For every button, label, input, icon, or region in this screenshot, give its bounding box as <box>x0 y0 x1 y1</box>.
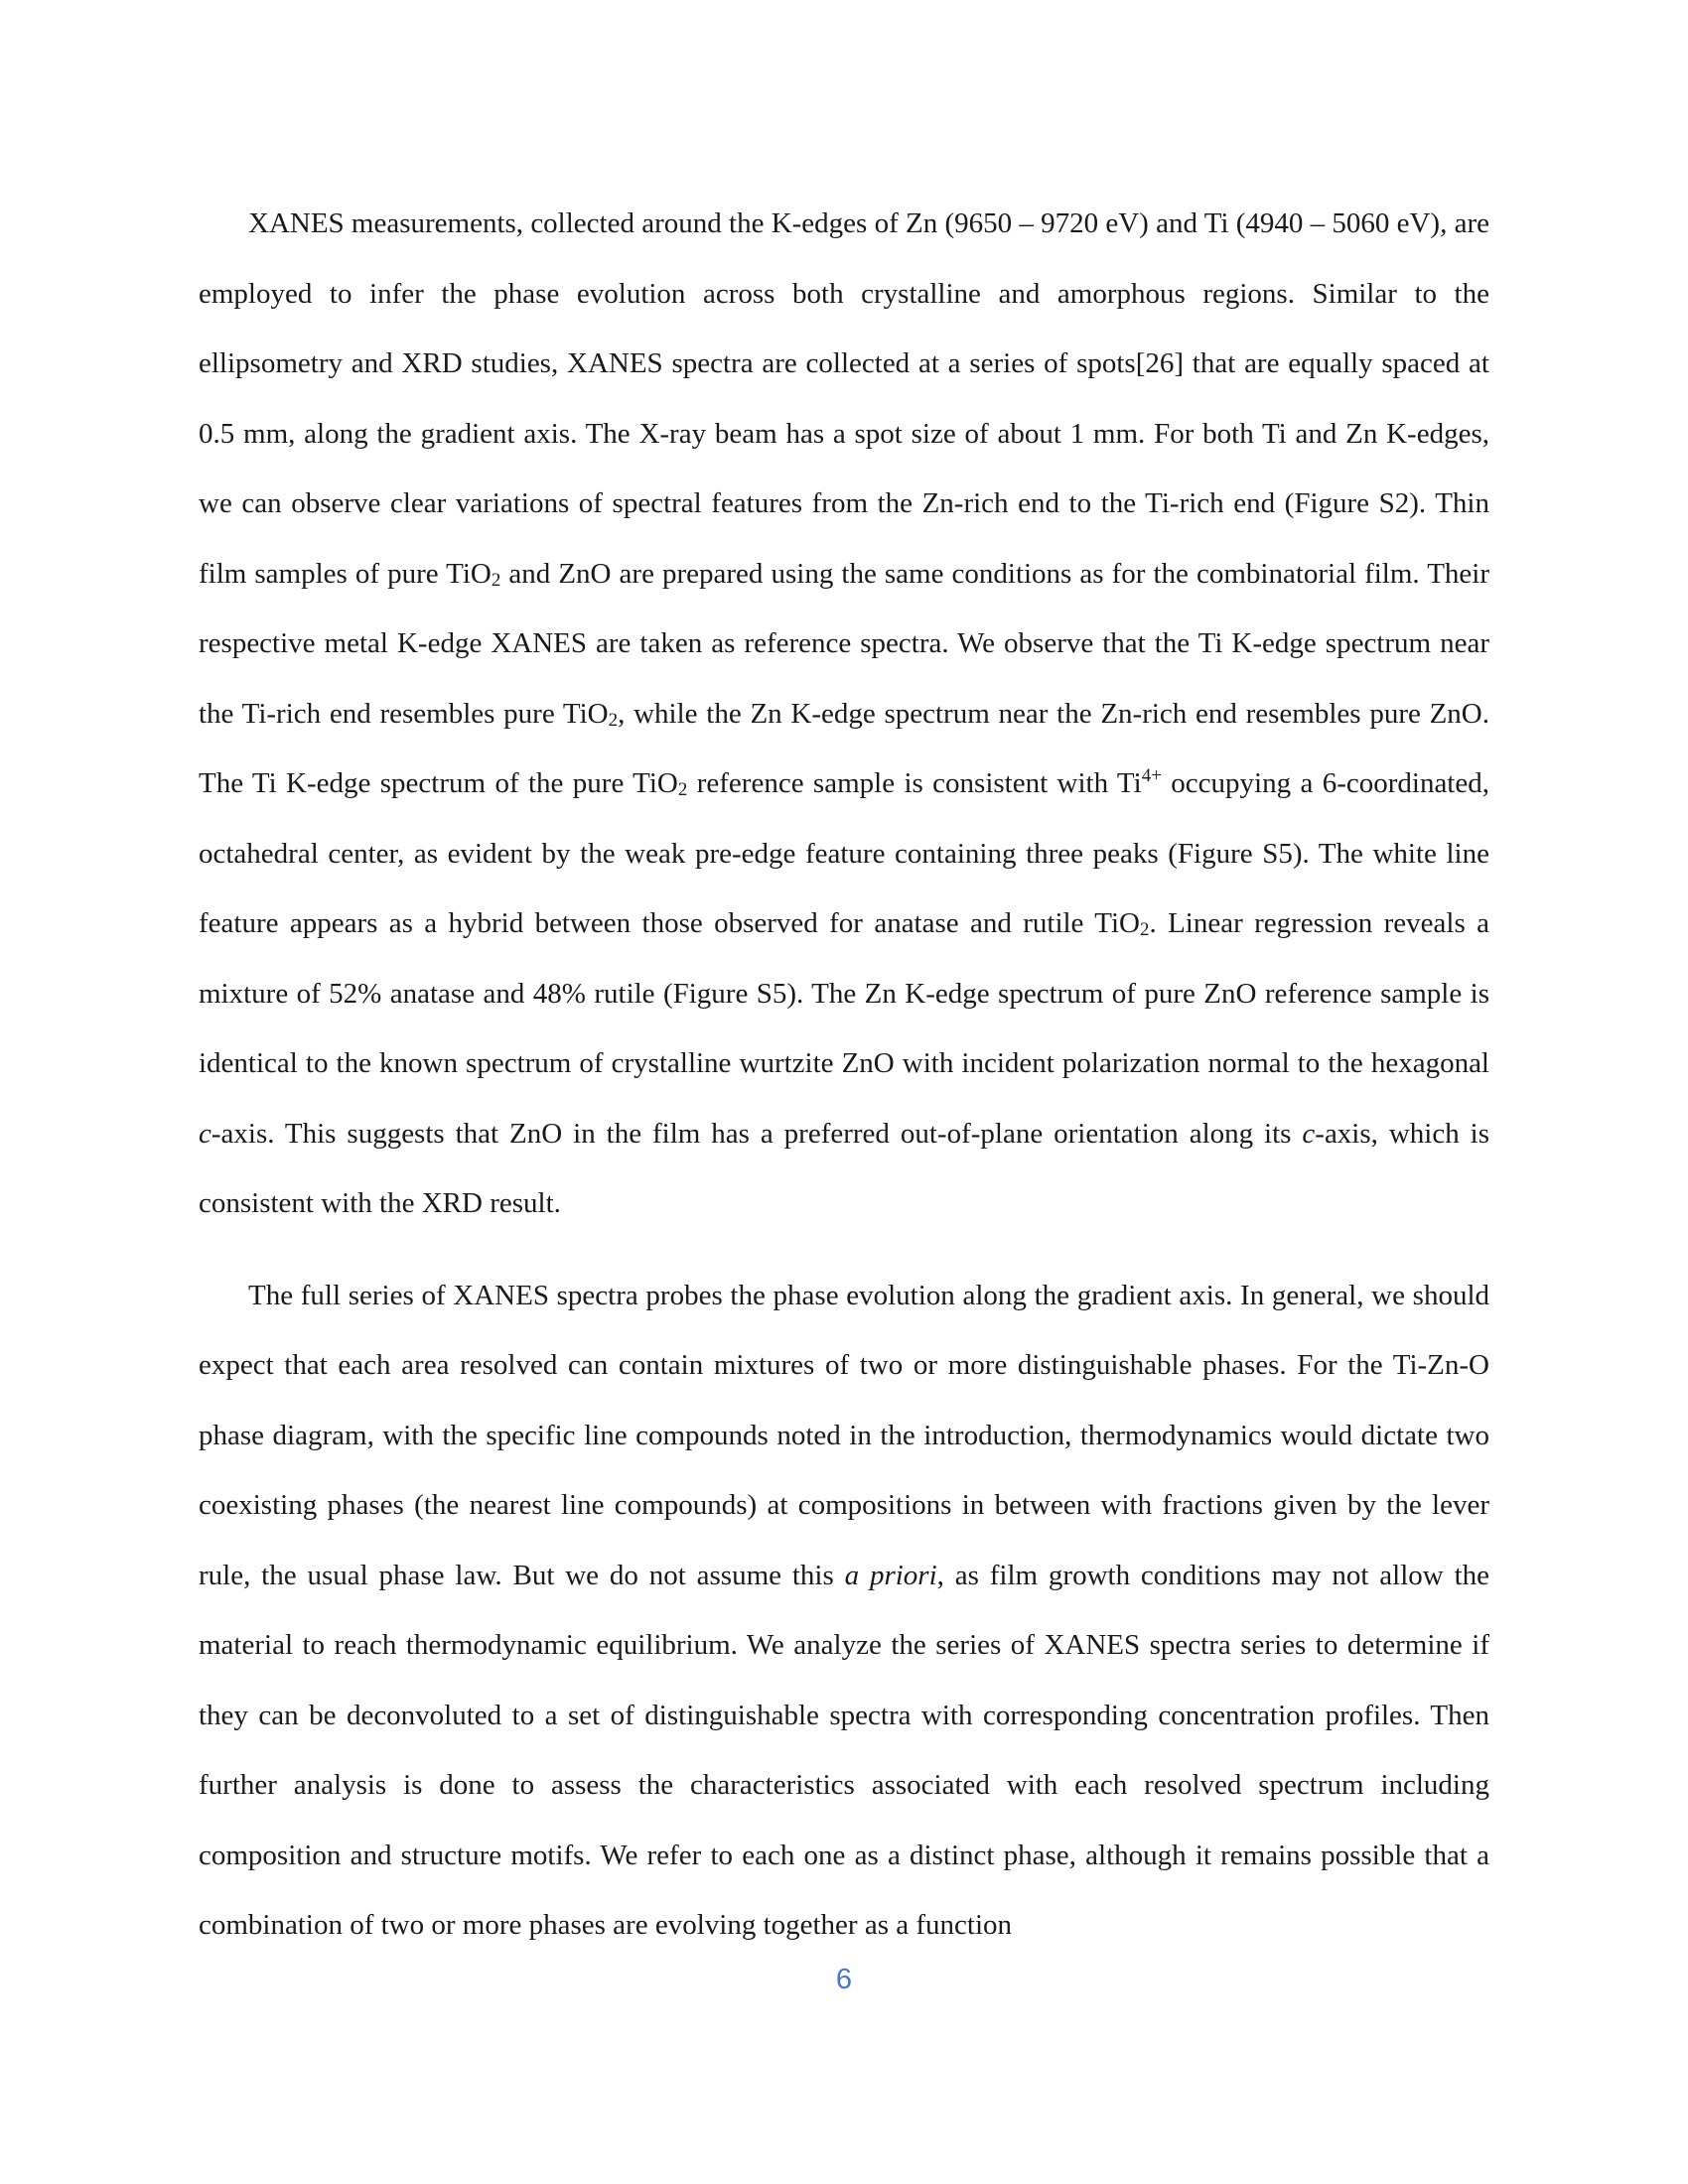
page-number: 6 <box>835 1964 853 1995</box>
paragraph-text-segment: occupying a 6-coordinated, octahedral center, as evident by the weak pre-edge feature containing three peaks (Figure S5). The white line feature appears as a hybrid between those observed for anatase and rutile TiO <box>199 767 1489 939</box>
paragraph-1 <box>199 189 1489 1239</box>
subscript: 2 <box>677 779 688 800</box>
subscript: 2 <box>1139 919 1150 940</box>
paragraph-text-segment: reference sample is consistent with Ti <box>687 767 1142 799</box>
document-body <box>199 189 1489 1961</box>
paragraph-text-segment: , while the Zn K-edge spectrum near the Zn-rich end resembles pure ZnO. The Ti K-edge spectrum of the pure TiO <box>199 697 1489 799</box>
paragraph-text-segment: , as film growth conditions may not allow the material to reach thermodynamic equilibrium. We analyze the series of XANES spectra series to determine if they can be deconvoluted to a set of distinguishable spectra with corresponding concentration profiles. Then further analysis is done to assess the characteristics associated with each resolved spectrum including composition and structure motifs. We refer to each one as a distinct phase, although it remains possible that a combination of two or more phases are evolving together as a function <box>199 1559 1489 1941</box>
subscript: 2 <box>491 569 501 591</box>
paragraph-text-segment: XANES measurements, collected around the K-edges of Zn (9650 – 9720 eV) and Ti (4940 – 5060 eV), are employed to infer the phase evolution across both crystalline and amorphous regions. Similar to the ellipsometry and XRD studies, XANES spectra are collected at a series of spots[26] that are equally spaced at 0.5 mm, along the gradient axis. The X-ray beam has a spot size of about 1 mm. For both Ti and Zn K-edges, we can observe clear variations of spectral features from the Zn-rich end to the Ti-rich end (Figure S2). Thin film samples of pure TiO <box>199 207 1489 590</box>
paragraph-text-segment: -axis, which is consistent with the XRD result. <box>199 1117 1489 1219</box>
paragraph-text-segment: and ZnO are prepared using the same conditions as for the combinatorial film. Their respective metal K-edge XANES are taken as reference spectra. We observe that the Ti K-edge spectrum near the Ti-rich end resembles pure TiO <box>199 557 1489 730</box>
italic-text: c <box>1302 1117 1316 1150</box>
subscript: 2 <box>608 709 619 731</box>
paragraph-2 <box>199 1261 1489 1961</box>
italic-text: c <box>199 1117 211 1150</box>
paragraph-text-segment: -axis. This suggests that ZnO in the film has a preferred out-of-plane orientation along its <box>211 1117 1303 1150</box>
paragraph-text-segment: . Linear regression reveals a mixture of 52% anatase and 48% rutile (Figure S5). The Zn K-edge spectrum of pure ZnO reference sample is identical to the known spectrum of crystalline wurtzite ZnO with incident polarization normal to the hexagonal <box>199 907 1489 1079</box>
paragraph-text-segment: The full series of XANES spectra probes the phase evolution along the gradient axis. In general, we should expect that each area resolved can contain mixtures of two or more distinguishable phases. For the Ti-Zn-O phase diagram, with the specific line compounds noted in the introduction, thermodynamics would dictate two coexisting phases (the nearest line compounds) at compositions in between with fractions given by the lever rule, the usual phase law. But we do not assume this <box>199 1279 1489 1591</box>
superscript: 4+ <box>1141 765 1162 786</box>
italic-text: a priori <box>844 1559 937 1591</box>
